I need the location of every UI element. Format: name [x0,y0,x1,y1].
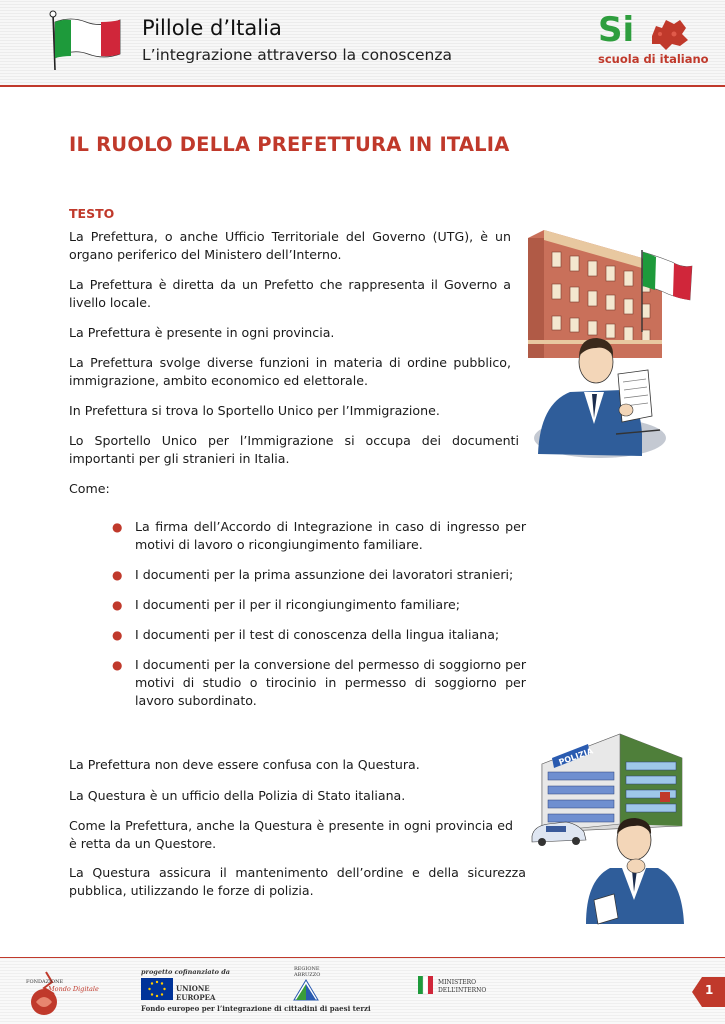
si-scuola-logo [598,10,709,70]
paragraph: Come: [69,481,110,496]
bullet-icon: ● [112,658,123,672]
logo-text: scuola di italiano [598,52,709,66]
paragraph: In Prefettura si trova lo Sportello Unico per l’Immigrazione. [69,403,440,418]
thinking-man-illustration [580,814,690,926]
police-sign-text: POLIZIA [557,746,595,768]
list-item [112,518,526,554]
ministry-label-line1: MINISTERO [438,979,477,986]
region-label-line2: ABRUZZO [294,972,321,978]
regione-abruzzo-emblem-icon [292,978,320,1002]
page-footer [0,958,725,1024]
bullet-icon: ● [112,628,123,642]
eu-label-line1: UNIONE [176,984,210,993]
list-item-text: I documenti per la prima assunzione dei lavoratori stranieri; [135,567,514,582]
eu-label-line2: EUROPEA [176,993,216,1002]
list-item [112,566,526,584]
paragraph: La Questura è un ufficio della Polizia di Stato italiana. [69,788,406,803]
header-subtitle: L’integrazione attraverso la conoscenza [142,46,452,64]
page-number: 1 [705,983,714,997]
paragraph: Come la Prefettura, anche la Questura è presente in ogni provincia ed è retta da un Questore. [69,818,513,851]
bullet-icon: ● [112,568,123,582]
foundation-name: Mondo Digitale [48,985,99,993]
bullet-icon: ● [112,520,123,534]
bullet-icon: ● [112,598,123,612]
abruzzo-region-icon [646,16,692,52]
list-item-text: La firma dell’Accordo di Integrazione in caso di ingresso per motivi di lavoro o ricongiungimento familiare. [135,519,526,552]
paragraph: La Questura assicura il mantenimento dell’ordine e della sicurezza pubblica, utilizzando le forze di polizia. [69,865,526,898]
paragraph: La Prefettura non deve essere confusa con la Questura. [69,757,420,772]
paragraph: La Prefettura è presente in ogni provincia. [69,325,335,340]
fondazione-mondo-digitale-logo-icon [26,968,66,1018]
header-title: Pillole d’Italia [142,16,282,40]
list-item [112,656,526,710]
paragraph: La Prefettura, o anche Ufficio Territoriale del Governo (UTG), è un organo periferico del Ministero dell’Interno. [69,229,511,262]
fund-label: Fondo europeo per l’integrazione di cittadini di paesi terzi [141,1004,371,1013]
paragraph: La Prefettura è diretta da un Prefetto che rappresenta il Governo a livello locale. [69,277,511,310]
eu-flag-icon [141,978,173,1000]
list-item [112,626,526,644]
list-item-text: I documenti per il per il ricongiungimento familiare; [135,597,461,612]
region-label-line1: REGIONE [294,966,320,972]
ministero-interno-emblem-icon [416,974,436,996]
ministry-label-line2: DELL’INTERNO [438,987,487,994]
italian-flag-icon [46,10,126,72]
logo-mark: Si [598,10,635,50]
man-reading-document-illustration [530,334,670,464]
list-item-text: I documenti per il test di conoscenza della lingua italiana; [135,627,500,642]
paragraph: La Prefettura svolge diverse funzioni in materia di ordine pubblico, immigrazione, ambito economico ed elettorale. [69,355,511,388]
foundation-label: FONDAZIONE [26,979,64,985]
cofinanced-label: progetto cofinanziato da [141,968,231,976]
document-title: IL RUOLO DELLA PREFETTURA IN ITALIA [69,133,510,156]
section-label: TESTO [69,206,115,221]
page-number-badge [692,975,725,1009]
paragraph: Lo Sportello Unico per l’Immigrazione si occupa dei documenti importanti per gli stranieri in Italia. [69,433,519,466]
list-item-text: I documenti per la conversione del permesso di soggiorno per motivi di studio o tirocinio in permesso di soggiorno per lavoro subordinato. [135,657,526,708]
header-divider [0,85,725,87]
document-bullet-list [112,518,526,722]
list-item [112,596,526,614]
